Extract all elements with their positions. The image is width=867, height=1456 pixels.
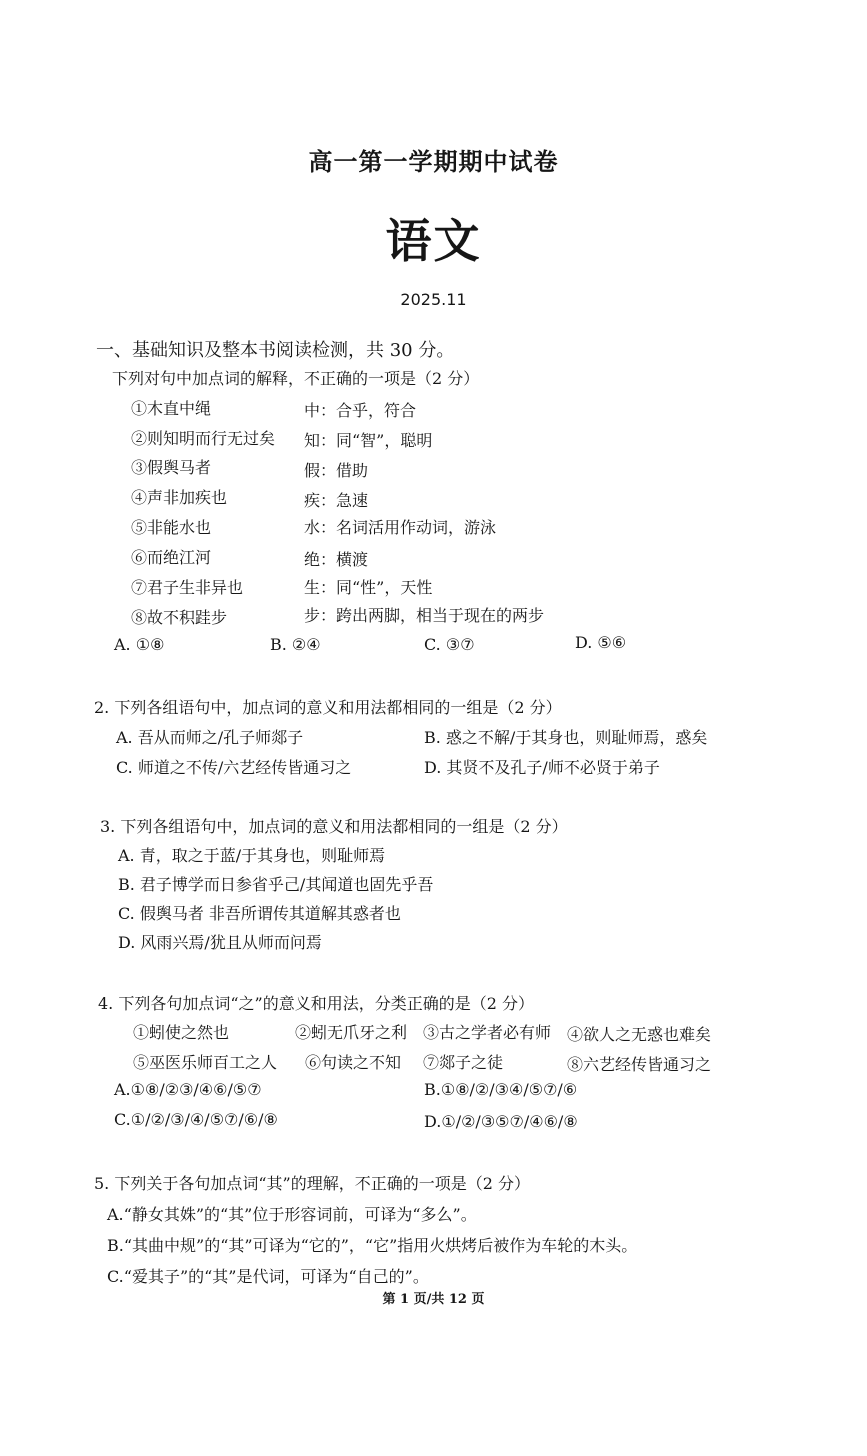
q2-option-d: D. 其贤不及孔子/师不必贤于弟子 <box>424 758 660 777</box>
q3-option-d: D. 风雨兴焉/犹且从师而问焉 <box>118 933 322 952</box>
q4-item: ②蚓无爪牙之利 <box>295 1023 408 1042</box>
q4-item: ④欲人之无惑也难矣 <box>567 1025 712 1044</box>
exam-date: 2025.11 <box>400 290 467 309</box>
q4-stem: 4. 下列各句加点词“之”的意义和用法，分类正确的是（2 分） <box>98 994 534 1013</box>
q4-item: ③古之学者必有师 <box>423 1023 552 1042</box>
q4-item: ⑤巫医乐师百工之人 <box>133 1053 278 1072</box>
q3-option-c: C. 假舆马者 非吾所谓传其道解其惑者也 <box>118 904 401 923</box>
q1-phrase: ⑥而绝江河 <box>131 548 212 567</box>
q4-option-c: C.①/②/③/④/⑤⑦/⑥/⑧ <box>114 1110 278 1129</box>
q1-phrase: ③假舆马者 <box>131 458 212 477</box>
q1-phrase: ⑤非能水也 <box>131 518 212 537</box>
q1-stem: 下列对句中加点词的解释，不正确的一项是（2 分） <box>112 369 480 388</box>
q4-option-a: A.①⑧/②③/④⑥/⑤⑦ <box>114 1080 262 1099</box>
q1-option-d: D. ⑤⑥ <box>575 633 627 652</box>
q1-option-a: A. ①⑧ <box>114 635 165 654</box>
q5-option-c: C.“爱其子”的“其”是代词，可译为“自己的”。 <box>107 1267 429 1286</box>
section-heading: 一、基础知识及整本书阅读检测，共 30 分。 <box>96 340 455 361</box>
q5-stem: 5. 下列关于各句加点词“其”的理解，不正确的一项是（2 分） <box>94 1174 530 1193</box>
q4-item: ⑥句读之不知 <box>305 1053 402 1072</box>
q1-phrase: ①木直中绳 <box>131 399 212 418</box>
q3-option-a: A. 青，取之于蓝/于其身也，则耻师焉 <box>118 846 386 865</box>
q1-phrase: ⑧故不积跬步 <box>131 608 228 627</box>
q1-phrase: ②则知明而行无过矣 <box>131 429 276 448</box>
q4-option-b: B.①⑧/②/③④/⑤⑦/⑥ <box>424 1080 578 1099</box>
q2-stem: 2. 下列各组语句中，加点词的意义和用法都相同的一组是（2 分） <box>94 698 562 717</box>
q1-phrase: ⑦君子生非异也 <box>131 578 244 597</box>
page-footer: 第 1 页/共 12 页 <box>382 1292 485 1307</box>
q2-option-b: B. 惑之不解/于其身也，则耻师焉，惑矣 <box>424 728 708 747</box>
q5-option-b: B.“其曲中规”的“其”可译为“它的”，“它”指用火烘烤后被作为车轮的木头。 <box>107 1236 638 1255</box>
q1-gloss: 假：借助 <box>304 461 369 480</box>
q1-option-b: B. ②④ <box>270 635 321 654</box>
q1-gloss: 生：同“性”，天性 <box>304 578 433 597</box>
q4-item: ⑧六艺经传皆通习之 <box>567 1055 712 1074</box>
q3-stem: 3. 下列各组语句中，加点词的意义和用法都相同的一组是（2 分） <box>100 817 568 836</box>
q1-gloss: 绝：横渡 <box>304 550 369 569</box>
q1-phrase: ④声非加疾也 <box>131 488 228 507</box>
q1-gloss: 中：合乎，符合 <box>304 401 417 420</box>
q1-gloss: 步：跨出两脚，相当于现在的两步 <box>304 606 545 625</box>
q1-gloss: 疾：急速 <box>304 491 369 510</box>
q2-option-c: C. 师道之不传/六艺经传皆通习之 <box>116 758 352 777</box>
q4-option-d: D.①/②/③⑤⑦/④⑥/⑧ <box>424 1112 578 1131</box>
subject-title: 语文 <box>385 214 482 268</box>
exam-title: 高一第一学期期中试卷 <box>308 148 559 176</box>
q4-item: ①蚓使之然也 <box>133 1023 230 1042</box>
q1-gloss: 知：同“智”，聪明 <box>304 431 433 450</box>
q4-item: ⑦郯子之徒 <box>423 1053 504 1072</box>
q2-option-a: A. 吾从而师之/孔子师郯子 <box>116 728 304 747</box>
q5-option-a: A.“静女其姝”的“其”位于形容词前，可译为“多么”。 <box>107 1205 477 1224</box>
q1-option-c: C. ③⑦ <box>424 635 475 654</box>
q3-option-b: B. 君子博学而日参省乎己/其闻道也固先乎吾 <box>118 875 434 894</box>
q1-gloss: 水：名词活用作动词，游泳 <box>304 518 497 537</box>
